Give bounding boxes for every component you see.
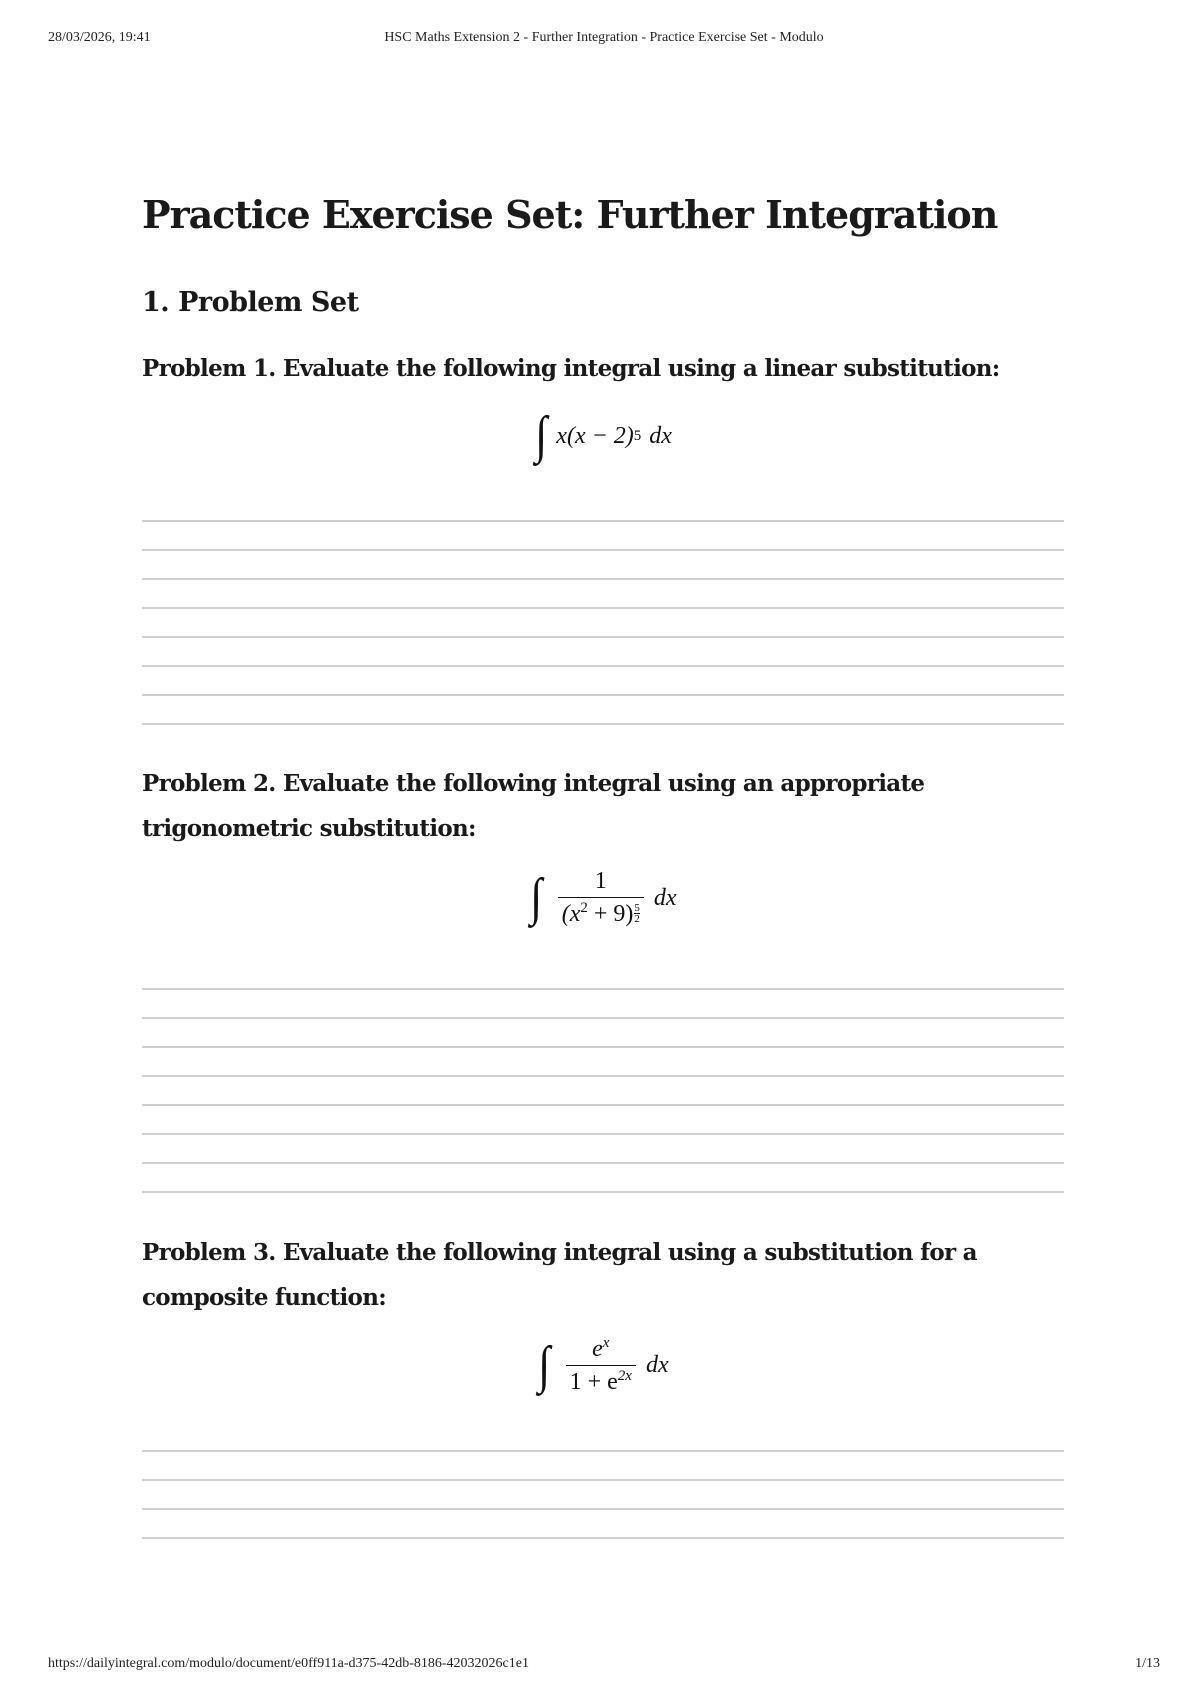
answer-line	[142, 1104, 1064, 1106]
fraction	[566, 1335, 636, 1396]
page-url: https://dailyintegral.com/modulo/document/e0ff911a-d375-42db-8186-42032026c1e1	[48, 1656, 529, 1671]
integral-sign-icon: ∫	[535, 407, 548, 464]
answer-line	[142, 1017, 1064, 1019]
differential: dx	[653, 884, 677, 911]
problem-1-answer-lines	[142, 520, 1064, 752]
differential: dx	[645, 1352, 669, 1378]
problem-2-statement	[142, 761, 1064, 851]
differential: dx	[649, 422, 672, 449]
answer-line	[142, 1450, 1064, 1452]
problem-1-text: Evaluate the following integral using a linear substitution:	[282, 355, 1000, 382]
answer-line	[142, 1075, 1064, 1077]
print-datetime: 28/03/2026, 19:41	[48, 30, 151, 45]
problem-3-integral	[142, 1335, 1064, 1396]
problem-2-text: Evaluate the following integral using an appropriate trigonometric substitution:	[142, 770, 925, 842]
problem-3-statement	[142, 1230, 1064, 1320]
document-title: Practice Exercise Set: Further Integration	[142, 192, 998, 237]
integrand: x(x − 2)	[556, 422, 634, 449]
problem-2-label: Problem 2.	[142, 770, 276, 797]
problem-2-integral	[142, 868, 1064, 928]
answer-line	[142, 578, 1064, 580]
numerator: 1	[594, 868, 607, 894]
answer-line	[142, 988, 1064, 990]
section-heading: 1. Problem Set	[142, 287, 359, 318]
denominator: $1 + e^{2x}$	[566, 1365, 636, 1396]
problem-3-text: Evaluate the following integral using a substitution for a composite function:	[142, 1239, 977, 1311]
answer-line	[142, 1537, 1064, 1539]
answer-line	[142, 1133, 1064, 1135]
answer-line	[142, 520, 1064, 522]
answer-line	[142, 1191, 1064, 1193]
answer-line	[142, 1162, 1064, 1164]
answer-line	[142, 1046, 1064, 1048]
print-footer	[48, 1656, 1160, 1676]
fraction	[558, 868, 644, 928]
numerator: $e^x$	[592, 1335, 610, 1362]
denominator: $(x^2 + 9)$ $\frac{5}{2}$	[558, 897, 644, 928]
answer-line	[142, 636, 1064, 638]
answer-line	[142, 723, 1064, 725]
exponent: 5	[633, 427, 642, 444]
problem-1-label: Problem 1.	[142, 355, 276, 382]
problem-1-integral	[142, 407, 1064, 464]
problem-3-answer-lines	[142, 1450, 1064, 1566]
answer-line	[142, 1479, 1064, 1481]
answer-line	[142, 665, 1064, 667]
print-header	[48, 30, 1160, 50]
answer-line	[142, 607, 1064, 609]
answer-line	[142, 1508, 1064, 1510]
problem-3-label: Problem 3.	[142, 1239, 276, 1266]
answer-line	[142, 549, 1064, 551]
problem-1-statement	[142, 346, 1064, 391]
integral-sign-icon: ∫	[538, 1336, 551, 1394]
answer-line	[142, 694, 1064, 696]
problem-2-answer-lines	[142, 988, 1064, 1220]
print-page-title: HSC Maths Extension 2 - Further Integration - Practice Exercise Set - Modulo	[384, 30, 824, 45]
integral-sign-icon: ∫	[530, 869, 543, 926]
page-number: 1/13	[1135, 1656, 1160, 1671]
fractional-exponent: $\frac{5}{2}$	[634, 902, 640, 925]
